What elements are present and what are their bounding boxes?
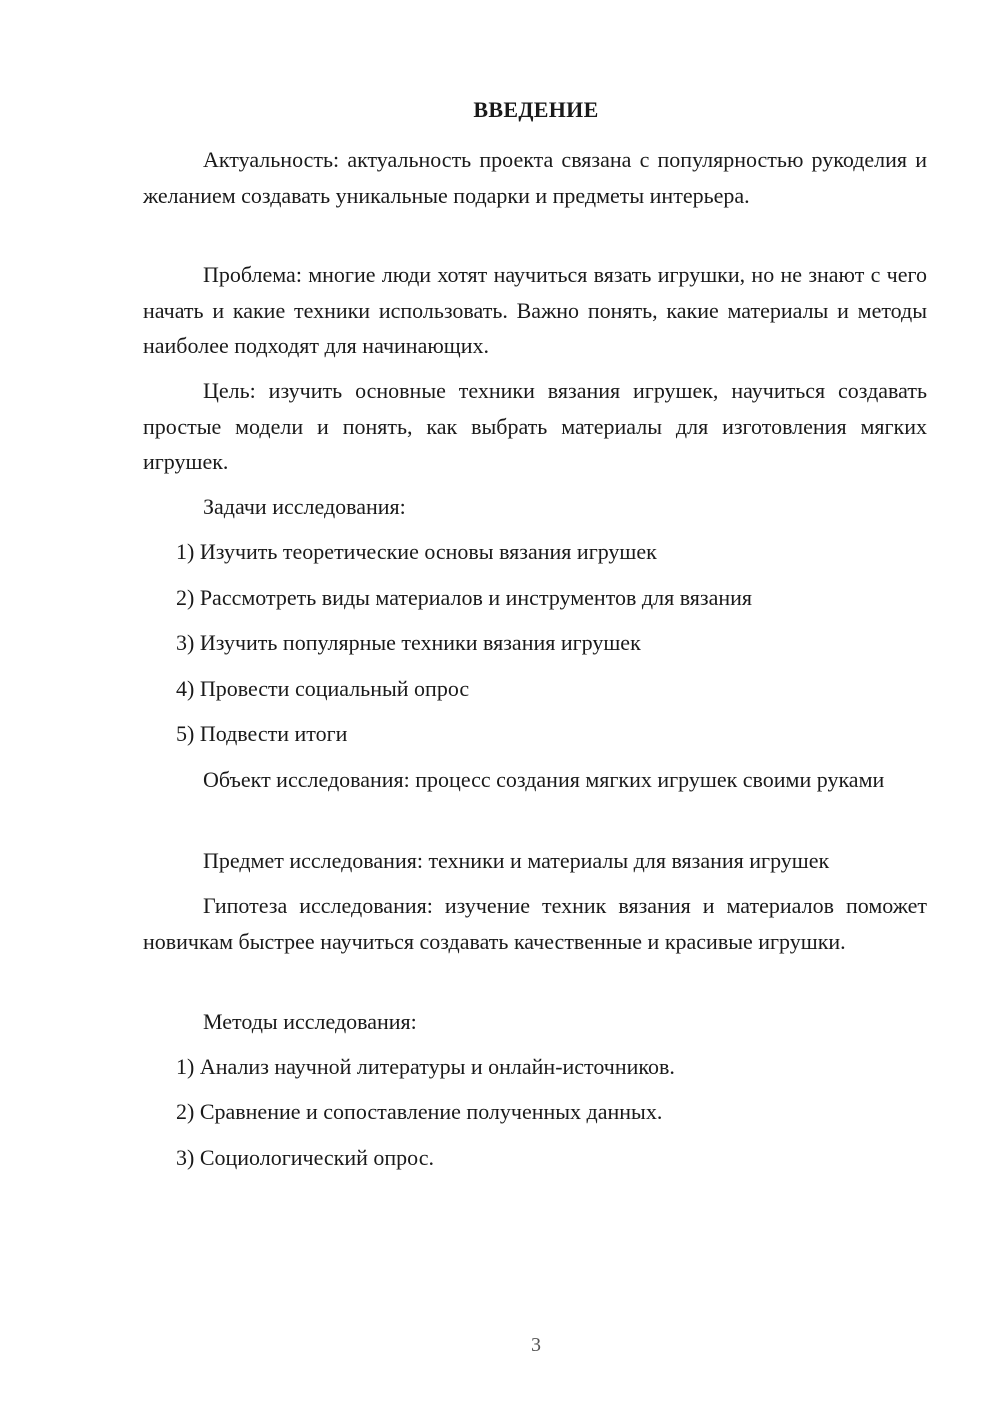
page-number: 3	[531, 1334, 541, 1356]
method-item: 3) Социологический опрос.	[176, 1145, 434, 1170]
methods-label: Методы исследования:	[203, 1009, 417, 1034]
problem-paragraph: Проблема: многие люди хотят научиться вязать игрушки, но не знают с чего начать и какие техники использовать. Важно понять, какие материалы и методы наиболее подходят для начинающих.	[143, 262, 927, 358]
task-item: 2) Рассмотреть виды материалов и инструментов для вязания	[176, 585, 753, 610]
method-item: 1) Анализ научной литературы и онлайн-источников.	[176, 1054, 675, 1079]
method-item: 2) Сравнение и сопоставление полученных данных.	[176, 1099, 663, 1124]
tasks-label: Задачи исследования:	[203, 494, 406, 519]
object-paragraph: Объект исследования: процесс создания мягких игрушек своими руками	[203, 767, 885, 792]
subject-paragraph: Предмет исследования: техники и материалы для вязания игрушек	[203, 848, 830, 873]
task-item: 4) Провести социальный опрос	[176, 676, 470, 701]
relevance-paragraph: Актуальность: актуальность проекта связана с популярностью рукоделия и желанием создавать уникальные подарки и предметы интерьера.	[143, 147, 927, 208]
task-item: 1) Изучить теоретические основы вязания игрушек	[176, 539, 657, 564]
task-item: 5) Подвести итоги	[176, 721, 348, 746]
hypothesis-paragraph: Гипотеза исследования: изучение техник вязания и материалов поможет новичкам быстрее научиться создавать качественные и красивые игрушки.	[143, 893, 927, 954]
task-item: 3) Изучить популярные техники вязания игрушек	[176, 630, 641, 655]
goal-paragraph: Цель: изучить основные техники вязания игрушек, научиться создавать простые модели и понять, как выбрать материалы для изготовления мягких игрушек.	[143, 378, 927, 474]
section-heading: ВВЕДЕНИЕ	[473, 97, 599, 122]
